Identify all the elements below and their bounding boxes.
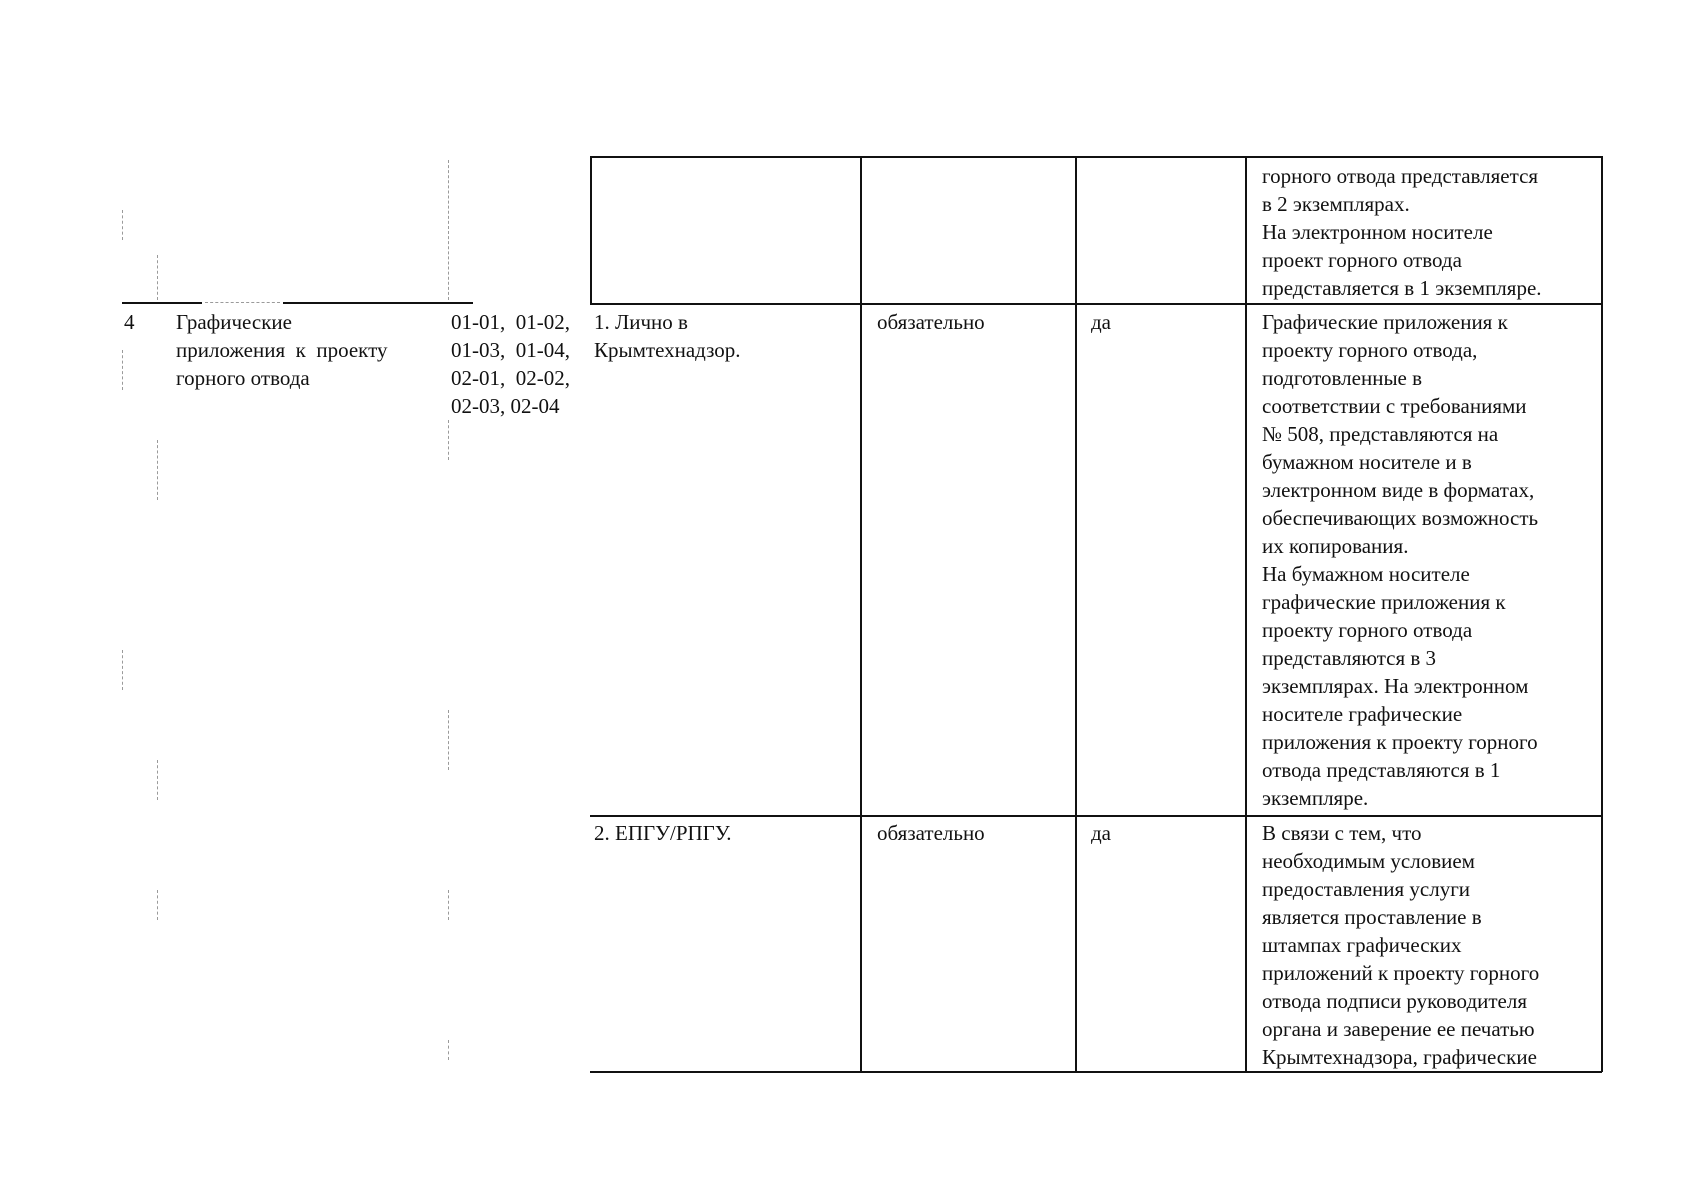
scan-artifact [448,160,449,300]
column-border [590,156,592,303]
scan-artifact [448,1040,449,1060]
left-row-border [283,302,473,304]
scan-artifact [157,890,158,920]
row-number: 4 [124,310,135,334]
submission-notes: Графические приложения к проекту горного отвода, подготовленные в соответствии с требованиями № 508, представляются на бумажном носителе и в электронном виде в форматах, обеспечивающих возможность их копирования. На бумажном носителе графические приложения к проекту горного отвода представляются в 3 экземплярах. На электронном носителе графические приложения к проекту горного отвода представляются в 1 экземпляре. [1262,310,1539,810]
submission-requirement: обязательно [877,821,985,845]
left-row-border [122,302,202,304]
table-top-border [590,156,1602,158]
submission-method: 2. ЕПГУ/РПГУ. [594,821,732,845]
submission-notes: В связи с тем, что необходимым условием предоставления услуги является проставление в штампах графических приложений к проекту горного отвода подписи руководителя органа и заверение ее печатью Крымтехнадзора, графические [1262,821,1540,1069]
scan-artifact [448,710,449,770]
document-name: Графические приложения к проекту горного отвода [176,310,388,390]
scan-artifact [205,302,280,303]
scan-artifact [448,420,449,460]
scan-artifact [122,650,123,690]
submission-flag: да [1091,310,1112,334]
scan-artifact [448,890,449,920]
scan-artifact [122,210,123,240]
table-bottom-border [590,1071,1602,1073]
column-border [860,156,862,1072]
column-border [1245,156,1247,1072]
continuation-notes: горного отвода представляется в 2 экземплярах. На электронном носителе проект горного отвода представляется в 1 экземпляре. [1262,164,1542,300]
scan-artifact [157,440,158,500]
scan-artifact [157,760,158,800]
scan-artifact [122,350,123,390]
column-border [1075,156,1077,1072]
submission-method: 1. Лично в Крымтехнадзор. [594,310,741,362]
row-border [590,303,1602,305]
submission-requirement: обязательно [877,310,985,334]
scan-artifact [157,255,158,300]
document-codes: 01-01, 01-02, 01-03, 01-04, 02-01, 02-02, 02-03, 02-04 [451,310,570,418]
submission-flag: да [1091,821,1112,845]
row-border [590,815,1602,817]
